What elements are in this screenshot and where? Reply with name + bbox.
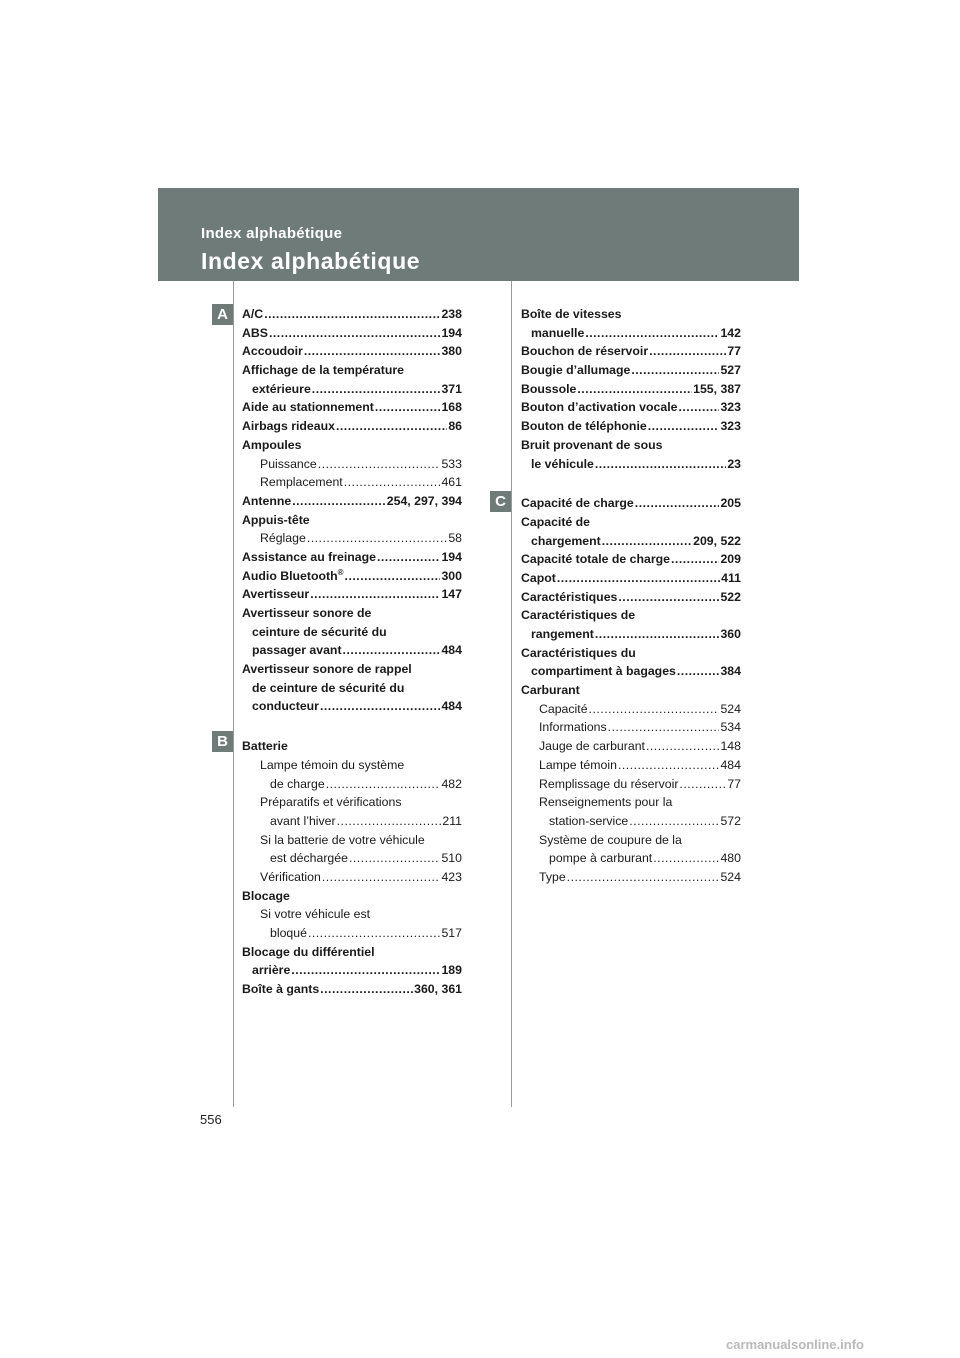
index-entry: de ceinture de sécurité du: [252, 680, 405, 695]
index-entry: Antenne ..... 254, 297, 394: [242, 492, 462, 511]
index-subentry: Informations ..... 534: [521, 718, 741, 737]
index-column-right: [521, 305, 741, 887]
index-entry: Boîte à gants ..... 360, 361: [242, 980, 462, 999]
index-entry: Caractéristiques ..... 522: [521, 588, 741, 607]
index-subentry: Préparatifs et vérifications: [260, 795, 402, 810]
index-entry: Aide au stationnement ..... 168: [242, 398, 462, 417]
index-entry: Capacité totale de charge ..... 209: [521, 550, 741, 569]
index-subentry: Lampe témoin ..... 484: [521, 756, 741, 775]
index-subentry: Remplissage du réservoir ..... 77: [521, 775, 741, 794]
index-entry: Avertisseur sonore de: [242, 606, 372, 620]
index-subentry: Puissance ..... 533: [242, 455, 462, 474]
index-entry: ABS ..... 194: [242, 324, 462, 343]
index-subentry: station-service ..... 572: [521, 812, 741, 831]
watermark: carmanualsonline.info: [726, 1337, 864, 1352]
index-subentry: Remplacement ..... 461: [242, 473, 462, 492]
index-entry: chargement ..... 209, 522: [521, 532, 741, 551]
index-entry: compartiment à bagages ..... 384: [521, 662, 741, 681]
index-entry: Avertisseur sonore de rappel: [242, 662, 412, 677]
index-entry: Assistance au freinage ..... 194: [242, 548, 462, 567]
index-entry: Airbags rideaux ..... 86: [242, 417, 462, 436]
index-entry: Capacité de charge ..... 205: [521, 494, 741, 513]
index-entry: Ampoules: [242, 437, 302, 452]
index-entry: le véhicule ..... 23: [521, 455, 741, 474]
header-banner: [158, 188, 799, 281]
index-subentry: Jauge de carburant ..... 148: [521, 737, 741, 756]
index-subentry: Réglage ..... 58: [242, 529, 462, 548]
section-badge-c: C: [490, 491, 511, 512]
index-entry: extérieure ..... 371: [242, 380, 462, 399]
index-entry: rangement ..... 360: [521, 625, 741, 644]
header-subtitle: Index alphabétique: [201, 225, 343, 242]
index-entry: ceinture de sécurité du: [252, 624, 387, 639]
index-subentry: Lampe témoin du système: [260, 757, 405, 772]
index-subentry: Type ..... 524: [521, 868, 741, 887]
index-entry: Bouton d’activation vocale ..... 323: [521, 398, 741, 417]
index-entry: Bouton de téléphonie ..... 323: [521, 417, 741, 436]
page-number: 556: [200, 1112, 222, 1127]
index-entry: Bruit provenant de sous: [521, 437, 663, 452]
index-subentry: de charge ..... 482: [242, 775, 462, 794]
index-subentry: bloqué ..... 517: [242, 924, 462, 943]
index-entry: Blocage: [242, 888, 290, 903]
index-entry: Boussole ..... 155, 387: [521, 380, 741, 399]
index-subentry: est déchargée ..... 510: [242, 849, 462, 868]
index-entry: Boîte de vitesses: [521, 307, 622, 321]
index-entry: Blocage du différentiel: [242, 944, 375, 959]
index-subentry: pompe à carburant ..... 480: [521, 849, 741, 868]
index-entry: Capacité de: [521, 514, 591, 529]
index-subentry: Vérification ..... 423: [242, 868, 462, 887]
index-subentry: Système de coupure de la: [539, 832, 682, 847]
index-entry: Appuis-tête: [242, 512, 310, 527]
section-badge-a: A: [212, 304, 233, 325]
index-entry: Bouchon de réservoir ..... 77: [521, 342, 741, 361]
index-entry: Caractéristiques du: [521, 645, 636, 660]
index-entry: Avertisseur ..... 147: [242, 585, 462, 604]
index-entry: Caractéristiques de: [521, 608, 636, 623]
index-entry: conducteur ..... 484: [242, 697, 462, 716]
index-subentry: Capacité ..... 524: [521, 700, 741, 719]
index-entry: arrière ..... 189: [242, 961, 462, 980]
page-title: Index alphabétique: [201, 248, 421, 274]
index-column-left: [242, 305, 462, 999]
section-badge-b: B: [212, 731, 233, 752]
index-entry: Batterie: [242, 739, 288, 754]
index-entry: Accoudoir ..... 380: [242, 342, 462, 361]
index-subentry: Si votre véhicule est: [260, 907, 371, 922]
index-entry: Affichage de la température: [242, 363, 404, 378]
index-entry: Audio Bluetooth® ..... 300: [242, 567, 462, 586]
left-column-divider: [233, 281, 234, 1107]
index-entry: manuelle ..... 142: [521, 324, 741, 343]
index-entry: Carburant: [521, 683, 580, 698]
index-entry: Bougie d’allumage ..... 527: [521, 361, 741, 380]
index-subentry: Renseignements pour la: [539, 795, 673, 810]
index-entry: passager avant ..... 484: [242, 641, 462, 660]
index-entry: A/C ..... 238: [242, 305, 462, 324]
index-subentry: Si la batterie de votre véhicule: [260, 832, 425, 847]
index-entry: Capot ..... 411: [521, 569, 741, 588]
right-column-divider: [511, 281, 512, 1107]
index-subentry: avant l’hiver ..... 211: [242, 812, 462, 831]
